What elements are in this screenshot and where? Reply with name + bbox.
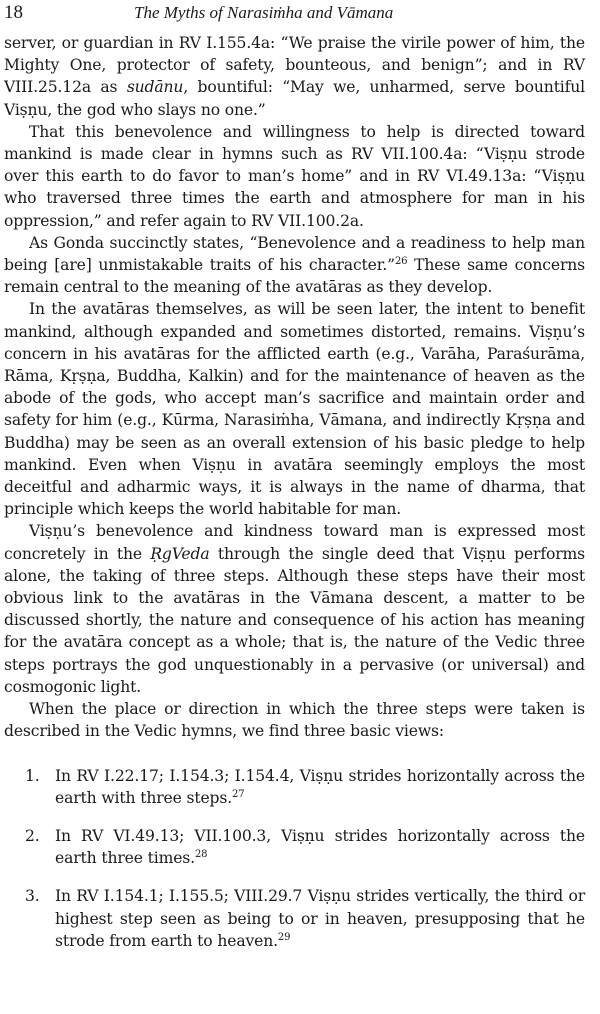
list-item-text (55, 765, 585, 809)
text-run: In RV I.154.1; I.155.5; VIII.29.7 Viṣṇu strides vertically, the third or highest step seen as being to or in heaven, presupposing that he strode from earth to heaven. (55, 887, 585, 950)
text-run: These same concerns remain central to the meaning of the avatāras as they develop. (4, 256, 585, 297)
paragraph (4, 232, 585, 299)
text-run: As Gonda succinctly states, “Benevolence and a readiness to help man being [are] unmistakable traits of his character.” (4, 233, 585, 275)
list-item-text (55, 825, 585, 869)
footnote-ref: 26 (394, 256, 408, 268)
text-run: Viṣṇu’s benevolence and kindness toward man is expressed most concretely in the (4, 522, 585, 563)
body-text (4, 32, 585, 743)
text-run: That this benevolence and willingness to help is directed toward mankind is made clear in hymns such as RV VII.100.4a: “Viṣṇu strode over this earth to do favor to man’s home” and in RV VI.49.13a: “Viṣṇu who traversed three times the earth and atmosphere for man in his oppression,” and refer again to RV VII.100.2a. (4, 122, 585, 230)
list-item (4, 885, 585, 952)
list-number: 3. (25, 887, 40, 906)
list-item (4, 825, 585, 869)
list-item-text (55, 885, 585, 952)
list-item (4, 765, 585, 809)
footnote-ref: 28 (194, 849, 208, 861)
list-number: 2. (25, 826, 40, 845)
numbered-list (4, 765, 585, 952)
footnote-ref: 29 (277, 931, 291, 943)
paragraph (4, 32, 585, 121)
paragraph (4, 121, 585, 232)
running-title: The Myths of Narasiṁha and Vāmana (134, 3, 394, 22)
italic-text: ṚgVeda (150, 544, 210, 563)
text-run: , bountiful: “May we, unharmed, serve bountiful Viṣṇu, the god who slays no one.” (4, 78, 585, 119)
footnote-ref: 27 (232, 788, 245, 800)
text-run: When the place or direction in which the three steps were taken is described in the Vedic hymns, we find three basic views: (4, 700, 585, 741)
italic-text: sudānu (126, 78, 184, 97)
list-number: 1. (25, 766, 40, 785)
page-number: 18 (4, 2, 23, 23)
paragraph (4, 698, 585, 742)
paragraph (4, 298, 585, 520)
running-header (4, 2, 585, 32)
text-run: through the single deed that Viṣṇu performs alone, the taking of three steps. Although these steps have their most obvious link to the avatāras in the Vāmana descent, a matter to be discussed shortly, the nature and consequence of his action has meaning for the avatāra concept as a whole; that is, the nature of the Vedic three steps portrays the god unquestionably in a pervasive (or universal) and cosmogonic light. (4, 544, 585, 696)
text-run: server, or guardian in RV I.155.4a: “We praise the virile power of him, the Mighty One, protector of safety, bounteous, and benign”; and in RV VIII.25.12a as (4, 34, 585, 97)
text-run: In the avatāras themselves, as will be seen later, the intent to benefit mankind, although expanded and sometimes distorted, remains. Viṣṇu’s concern in his avatāras for the afflicted earth (e.g., Varāha, Paraśurāma, Rāma, Kṛṣṇa, Buddha, Kalkin) and for the maintenance of heaven as the abode of the gods, who accept man’s sacrifice and maintain order and safety for him (e.g., Kūrma, Narasiṁha, Vāmana, and indirectly Kṛṣṇa and Buddha) may be seen as an overall extension of his basic pledge to help mankind. Even when Viṣṇu in avatāra seemingly employs the most deceitful and adharmic ways, it is always in the name of dharma, that principle which keeps the world habitable for man. (4, 300, 585, 519)
paragraph (4, 520, 585, 698)
text-run: In RV VI.49.13; VII.100.3, Viṣṇu strides horizontally across the earth three times. (55, 826, 585, 868)
text-run: In RV I.22.17; I.154.3; I.154.4, Viṣṇu strides horizontally across the earth with three steps. (55, 766, 585, 807)
